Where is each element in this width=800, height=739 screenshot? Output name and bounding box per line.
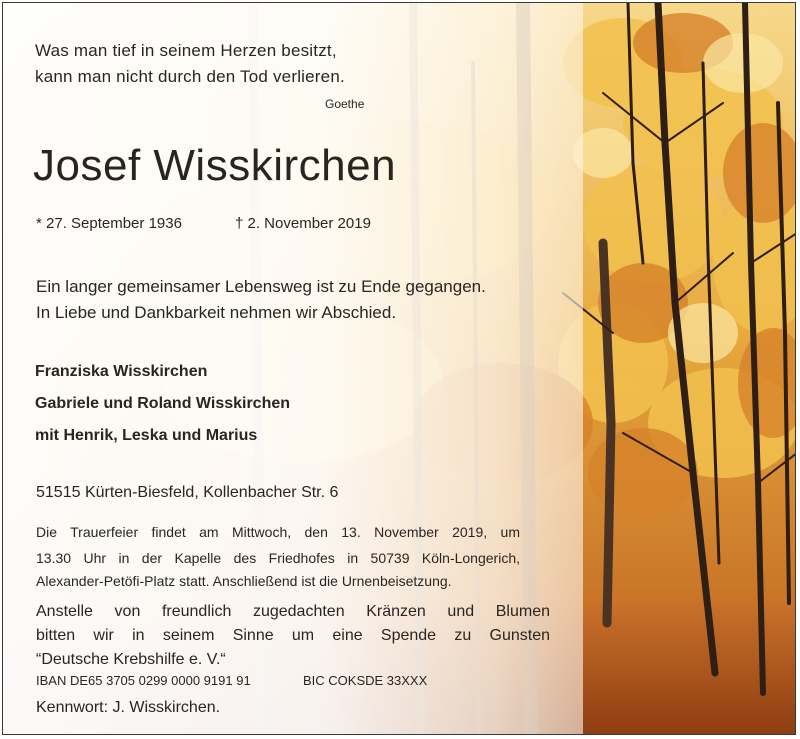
quote-line-1: Was man tief in seinem Herzen besitzt, (35, 41, 337, 60)
death-notice (2, 2, 796, 735)
donation-recipient: “Deutsche Krebshilfe e. V.“ (36, 651, 226, 668)
iban: IBAN DE65 3705 0299 0000 9191 91 (36, 673, 251, 688)
family-member: mit Henrik, Leska und Marius (35, 427, 258, 444)
lead-line-1: Ein langer gemeinsamer Lebensweg ist zu Ende gegangen. (36, 277, 486, 296)
notice-text (3, 3, 583, 734)
donation-line-2: bitten wir in seinem Sinne um eine Spende zu Gunsten (36, 627, 550, 644)
death-date: † 2. November 2019 (235, 215, 371, 232)
lead-line-2: In Liebe und Dankbarkeit nehmen wir Abschied. (36, 303, 397, 322)
birth-date: * 27. September 1936 (36, 215, 182, 232)
family-member: Gabriele und Roland Wisskirchen (35, 395, 291, 412)
service-line-1: Die Trauerfeier findet am Mittwoch, den 13. November 2019, um (36, 524, 520, 540)
donation-line-1: Anstelle von freundlich zugedachten Kränzen und Blumen (36, 603, 550, 620)
quote-author: Goethe (325, 97, 365, 111)
service-line-2: 13.30 Uhr in der Kapelle des Friedhofes in 50739 Köln-Longerich, (36, 550, 520, 566)
quote-line-2: kann man nicht durch den Tod verlieren. (35, 67, 345, 86)
family-member: Franziska Wisskirchen (35, 363, 208, 380)
donation-keyword: Kennwort: J. Wisskirchen. (36, 699, 221, 716)
service-line-3: Alexander-Petöfi-Platz statt. Anschließend ist die Urnenbeisetzung. (36, 573, 452, 589)
bic: BIC COKSDE 33XXX (303, 673, 428, 688)
deceased-name: Josef Wisskirchen (33, 141, 397, 190)
family-address: 51515 Kürten-Biesfeld, Kollenbacher Str. 6 (36, 484, 339, 501)
